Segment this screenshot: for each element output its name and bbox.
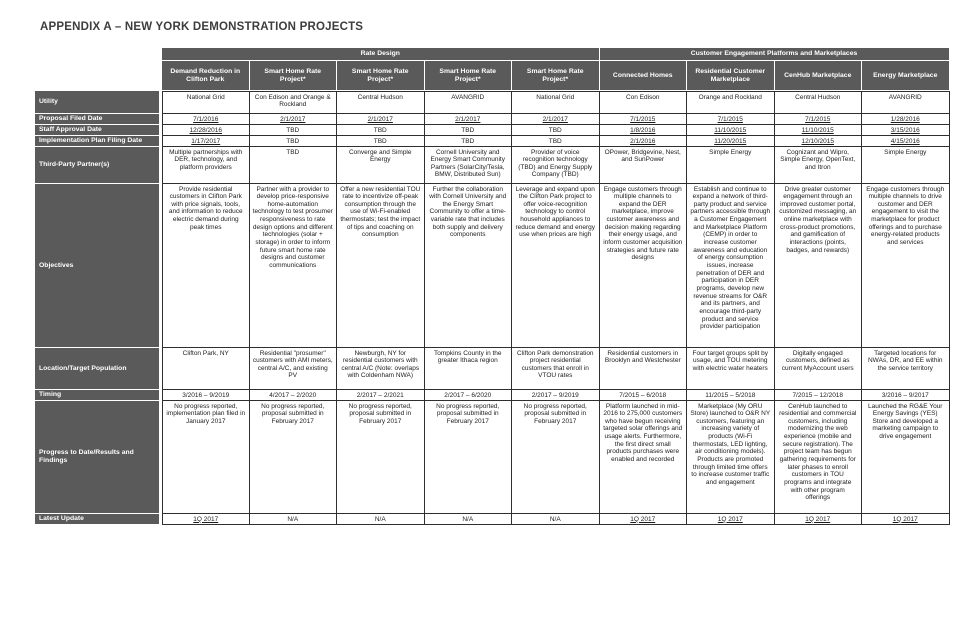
row-label-implementation-plan-filing-date: Implementation Plan Filing Date [35,136,162,147]
cell-third-party-partners-col5: Provider of voice recognition technology (TBD) and Energy Supply Company (TBD) [512,147,600,184]
cell-latest-update-col2: N/A [250,514,338,525]
cell-progress-to-date-col7: Marketplace (My ORU Store) launched to O&R NY customers, featuring an increasing variety of products (Wi-Fi thermostats, LED lighting, air conditioning models). Products are promoted through limited time offers to increase customer traffic and engagement [687,401,775,514]
cell-utility-col9: AVANGRID [862,91,950,114]
cell-location-target-population-col6: Residential customers in Brooklyn and Westchester [600,348,688,390]
cell-location-target-population-col1: Clifton Park, NY [162,348,250,390]
column-header-6: Connected Homes [600,61,688,91]
cell-implementation-plan-filing-date-col9[interactable] [862,136,950,147]
cell-third-party-partners-col8: Cognizant and Wipro, Simple Energy, OpenText, and Itron [775,147,863,184]
cell-timing-col5: 2/2017 – 9/2019 [512,390,600,401]
cell-latest-update-col4: N/A [425,514,513,525]
cell-utility-col8: Central Hudson [775,91,863,114]
cell-staff-approval-date-col3: TBD [337,125,425,136]
cell-staff-approval-date-col2: TBD [250,125,338,136]
cell-objectives-col3: Offer a new residential TOU rate to incentivize off-peak consumption through the use of Wi-Fi-enabled thermostats; test the impact of tips and coaching on consumption [337,184,425,348]
group-header-customer-engagement: Customer Engagement Platforms and Marketplaces [600,48,950,61]
cell-implementation-plan-filing-date-col4: TBD [425,136,513,147]
link-latest-update-col9[interactable]: 1Q 2017 [892,515,918,523]
row-label-objectives: Objectives [35,184,162,348]
row-label-third-party-partners: Third-Party Partner(s) [35,147,162,184]
cell-proposal-filed-date-col1[interactable] [162,114,250,125]
cell-objectives-col2: Partner with a provider to develop price-responsive home-automation technology to test prosumer responsiveness to rate design options and different technologies (solar + storage) in order to inform future smart home rate designs and customer communications [250,184,338,348]
link-latest-update-col6[interactable]: 1Q 2017 [630,515,656,523]
cell-staff-approval-date-col5: TBD [512,125,600,136]
cell-progress-to-date-col1: No progress reported, implementation plan filed in January 2017 [162,401,250,514]
cell-utility-col7: Orange and Rockland [687,91,775,114]
link-implementation-plan-filing-date-col6[interactable]: 2/1/2016 [630,137,656,145]
cell-location-target-population-col2: Residential "prosumer" customers with AMI meters, central A/C, and existing PV [250,348,338,390]
row-label-proposal-filed-date: Proposal Filed Date [35,114,162,125]
cell-utility-col1: National Grid [162,91,250,114]
cell-objectives-col4: Further the collaboration with Cornell University and the Energy Smart Community to offer a time-variable rate that includes both supply and delivery components [425,184,513,348]
cell-timing-col4: 2/2017 – 6/2020 [425,390,513,401]
link-proposal-filed-date-col8[interactable]: 7/1/2015 [805,115,831,123]
cell-timing-col1: 3/2016 – 9/2019 [162,390,250,401]
cell-location-target-population-col3: Newburgh, NY for residential customers with central A/C (Note: overlaps with Coldenham NWA) [337,348,425,390]
cell-progress-to-date-col4: No progress reported, proposal submitted in February 2017 [425,401,513,514]
cell-latest-update-col9[interactable] [862,514,950,525]
cell-proposal-filed-date-col3[interactable] [337,114,425,125]
cell-latest-update-col8[interactable] [775,514,863,525]
cell-objectives-col7: Establish and continue to expand a network of third-party product and service partners accessible through a Customer Engagement and Marketplace Platform (CEMP) in order to increase customer awareness and education of energy consumption issues, increase penetration of DER and participation in DER programs, develop new revenue streams for O&R and its partners, and encourage third-party product and service provider participation [687,184,775,348]
cell-implementation-plan-filing-date-col8[interactable] [775,136,863,147]
link-proposal-filed-date-col3[interactable]: 2/1/2017 [367,115,393,123]
cell-staff-approval-date-col7[interactable] [687,125,775,136]
column-header-1: Demand Reduction in Clifton Park [162,61,250,91]
cell-utility-col4: AVANGRID [425,91,513,114]
link-latest-update-col8[interactable]: 1Q 2017 [805,515,831,523]
cell-staff-approval-date-col8[interactable] [775,125,863,136]
cell-staff-approval-date-col9[interactable] [862,125,950,136]
link-implementation-plan-filing-date-col7[interactable]: 11/20/2015 [714,137,747,145]
column-header-7: Residential Customer Marketplace [687,61,775,91]
demonstration-projects-table [35,48,950,525]
cell-third-party-partners-col6: OPower, Bridgevine, Nest, and SunPower [600,147,688,184]
link-implementation-plan-filing-date-col9[interactable]: 4/15/2016 [890,137,920,145]
cell-utility-col5: National Grid [512,91,600,114]
cell-staff-approval-date-col4: TBD [425,125,513,136]
cell-staff-approval-date-col6[interactable] [600,125,688,136]
cell-progress-to-date-col5: No progress reported, proposal submitted in February 2017 [512,401,600,514]
cell-location-target-population-col5: Clifton Park demonstration project residential customers that enroll in VTOU rates [512,348,600,390]
cell-objectives-col9: Engage customers through multiple channels to drive customer and DER engagement to visit the marketplace for product offerings and to purchase energy-related products and services [862,184,950,348]
cell-proposal-filed-date-col7[interactable] [687,114,775,125]
link-proposal-filed-date-col2[interactable]: 2/1/2017 [280,115,306,123]
cell-latest-update-col5: N/A [512,514,600,525]
link-implementation-plan-filing-date-col8[interactable]: 12/10/2015 [801,137,835,145]
cell-proposal-filed-date-col5[interactable] [512,114,600,125]
cell-timing-col6: 7/2015 – 6/2018 [600,390,688,401]
link-implementation-plan-filing-date-col1[interactable]: 1/17/2017 [191,137,221,145]
link-proposal-filed-date-col5[interactable]: 2/1/2017 [542,115,568,123]
cell-latest-update-col3: N/A [337,514,425,525]
link-proposal-filed-date-col6[interactable]: 7/1/2015 [630,115,656,123]
column-header-2: Smart Home Rate Project* [250,61,338,91]
link-proposal-filed-date-col7[interactable]: 7/1/2015 [717,115,743,123]
row-label-progress-to-date: Progress to Date/Results and Findings [35,401,162,514]
cell-location-target-population-col9: Targeted locations for NWAs, DR, and EE within the service territory [862,348,950,390]
cell-latest-update-col7[interactable] [687,514,775,525]
cell-implementation-plan-filing-date-col3: TBD [337,136,425,147]
cell-third-party-partners-col4: Cornell University and Energy Smart Community Partners (SolarCity/Tesla, BMW, Distributed Sun) [425,147,513,184]
link-staff-approval-date-col6[interactable]: 1/8/2016 [630,126,656,134]
link-staff-approval-date-col7[interactable]: 11/10/2015 [714,126,747,134]
column-header-3: Smart Home Rate Project* [337,61,425,91]
column-header-8: CenHub Marketplace [775,61,863,91]
column-header-9: Energy Marketplace [862,61,950,91]
cell-proposal-filed-date-col2[interactable] [250,114,338,125]
cell-progress-to-date-col9: Launched the RG&E Your Energy Savings (YES) Store and developed a marketing campaign to drive engagement [862,401,950,514]
cell-latest-update-col6[interactable] [600,514,688,525]
cell-location-target-population-col4: Tompkins County in the greater Ithaca region [425,348,513,390]
cell-implementation-plan-filing-date-col7[interactable] [687,136,775,147]
cell-objectives-col6: Engage customers through multiple channels to expand the DER marketplace, improve customer awareness and decision making regarding their energy usage, and inform customer acquisition strategies and future rate designs [600,184,688,348]
cell-proposal-filed-date-col8[interactable] [775,114,863,125]
page-title: APPENDIX A – NEW YORK DEMONSTRATION PROJECTS [40,21,364,33]
cell-proposal-filed-date-col4[interactable] [425,114,513,125]
column-header-4: Smart Home Rate Project* [425,61,513,91]
link-staff-approval-date-col1[interactable]: 12/28/2016 [189,126,223,134]
link-latest-update-col7[interactable]: 1Q 2017 [717,515,743,523]
cell-latest-update-col1[interactable] [162,514,250,525]
cell-progress-to-date-col3: No progress reported, proposal submitted in February 2017 [337,401,425,514]
link-proposal-filed-date-col4[interactable]: 2/1/2017 [455,115,481,123]
cell-objectives-col8: Drive greater customer engagement through an improved customer portal, customized messaging, an online marketplace with cross-product promotions, and gamification of interactions (points, badges, and rewards) [775,184,863,348]
group-header-rate-design: Rate Design [162,48,600,61]
cell-progress-to-date-col2: No progress reported, proposal submitted in February 2017 [250,401,338,514]
cell-objectives-col5: Leverage and expand upon the Clifton Park project to offer voice-recognition technology to control household appliances to reduce demand and energy use when prices are high [512,184,600,348]
cell-timing-col8: 7/2015 – 12/2018 [775,390,863,401]
row-label-latest-update: Latest Update [35,514,162,525]
link-proposal-filed-date-col9[interactable]: 1/28/2016 [890,115,920,123]
cell-implementation-plan-filing-date-col5: TBD [512,136,600,147]
cell-utility-col2: Con Edison and Orange & Rockland [250,91,338,114]
cell-location-target-population-col7: Four target groups split by usage, and TOU metering with electric water heaters [687,348,775,390]
cell-third-party-partners-col2: TBD [250,147,338,184]
cell-implementation-plan-filing-date-col2: TBD [250,136,338,147]
row-label-timing: Timing [35,390,162,401]
link-latest-update-col1[interactable]: 1Q 2017 [193,515,219,523]
cell-proposal-filed-date-col6[interactable] [600,114,688,125]
cell-location-target-population-col8: Digitally engaged customers, defined as current MyAccount users [775,348,863,390]
cell-staff-approval-date-col1[interactable] [162,125,250,136]
link-staff-approval-date-col9[interactable]: 3/15/2016 [890,126,920,134]
cell-timing-col3: 2/2017 – 2/2021 [337,390,425,401]
cell-third-party-partners-col1: Multiple partnerships with DER, technology, and platform providers [162,147,250,184]
row-label-staff-approval-date: Staff Approval Date [35,125,162,136]
cell-utility-col3: Central Hudson [337,91,425,114]
row-label-location-target-population: Location/Target Population [35,348,162,390]
cell-timing-col7: 11/2015 – 5/2018 [687,390,775,401]
cell-third-party-partners-col7: Simple Energy [687,147,775,184]
cell-utility-col6: Con Edison [600,91,688,114]
column-header-5: Smart Home Rate Project* [512,61,600,91]
cell-timing-col2: 4/2017 – 2/2020 [250,390,338,401]
cell-third-party-partners-col3: Converge and Simple Energy [337,147,425,184]
corner-spacer [35,48,162,61]
cell-timing-col9: 3/2016 – 9/2017 [862,390,950,401]
cell-implementation-plan-filing-date-col6[interactable] [600,136,688,147]
cell-progress-to-date-col8: CenHub launched to residential and commercial customers, including modernizing the web experience (mobile and secure registration). The project team has begun gathering requirements for later phases to enroll customers in TOU programs and integrate with other program offerings [775,401,863,514]
link-proposal-filed-date-col1[interactable]: 7/1/2016 [193,115,219,123]
header-spacer [35,61,162,91]
cell-third-party-partners-col9: Simple Energy [862,147,950,184]
cell-objectives-col1: Provide residential customers in Clifton Park with price signals, tools, and information to reduce electric demand during peak times [162,184,250,348]
cell-progress-to-date-col6: Platform launched in mid-2016 to 275,000 customers who have begun receiving targeted solar offerings and usage alerts. Furthermore, the first direct small products purchases were enabled and recorded [600,401,688,514]
row-label-utility: Utility [35,91,162,114]
cell-proposal-filed-date-col9[interactable] [862,114,950,125]
cell-implementation-plan-filing-date-col1[interactable] [162,136,250,147]
link-staff-approval-date-col8[interactable]: 11/10/2015 [801,126,834,134]
